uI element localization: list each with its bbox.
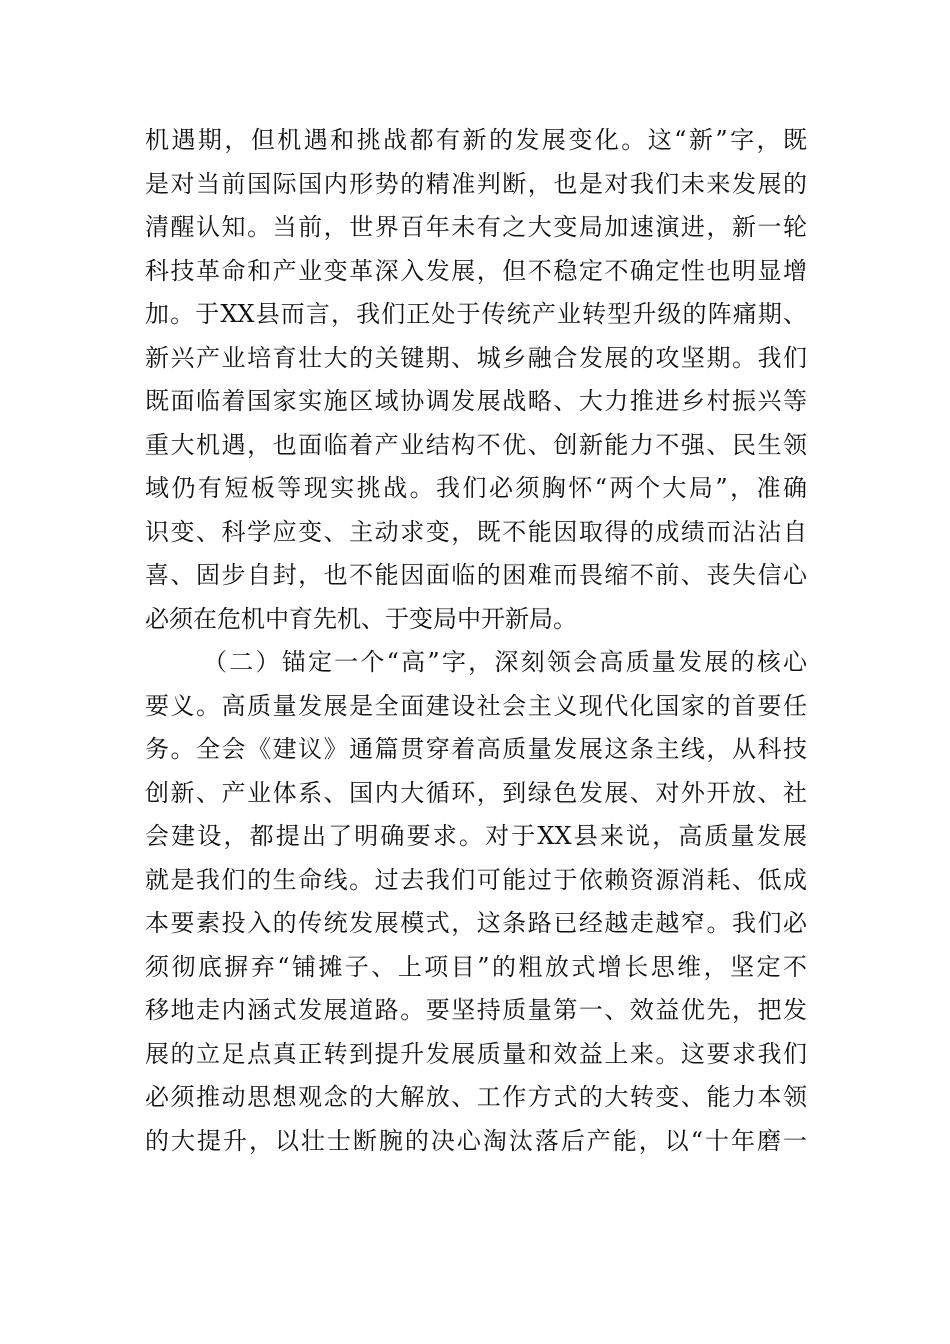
section-heading-line: （二）锚定一个“高”字，深刻领会高质量发展的核心 <box>203 648 807 676</box>
text-line: 本要素投入的传统发展模式，这条路已经越走越窄。我们必 <box>145 909 807 937</box>
text-line: 新兴产业培育壮大的关键期、城乡融合发展的攻坚期。我们 <box>145 343 807 372</box>
text-line: 重大机遇，也面临着产业结构不优、创新能力不强、民生领 <box>145 430 807 459</box>
text-line: 会建设，都提出了明确要求。对于XX县来说，高质量发展 <box>145 822 807 850</box>
text-line: 创新、产业体系、国内大循环，到绿色发展、对外开放、社 <box>145 778 807 807</box>
text-line: 加。于XX县而言，我们正处于传统产业转型升级的阵痛期、 <box>145 300 807 328</box>
document-page <box>145 119 807 1163</box>
text-line: 必须在危机中育先机、于变局中开新局。 <box>145 604 577 633</box>
text-line: 域仍有短板等现实挑战。我们必须胸怀“两个大局”，准确 <box>145 474 807 502</box>
text-line: 须彻底摒弃“铺摊子、上项目”的粗放式增长思维，坚定不 <box>145 952 807 981</box>
text-line: 务。全会《建议》通篇贯穿着高质量发展这条主线，从科技 <box>145 735 807 763</box>
text-line: 必须推动思想观念的大解放、工作方式的大转变、能力本领 <box>145 1083 807 1111</box>
text-line: 机遇期，但机遇和挑战都有新的发展变化。这“新”字，既 <box>145 126 807 154</box>
text-line: 既面临着国家实施区域协调发展战略、大力推进乡村振兴等 <box>145 387 807 415</box>
text-line: 展的立足点真正转到提升发展质量和效益上来。这要求我们 <box>145 1039 807 1068</box>
text-line: 识变、科学应变、主动求变，既不能因取得的成绩而沾沾自 <box>145 517 807 546</box>
text-line: 的大提升，以壮士断腕的决心淘汰落后产能，以“十年磨一 <box>145 1126 807 1155</box>
text-line: 科技革命和产业变革深入发展，但不稳定不确定性也明显增 <box>145 256 807 285</box>
text-line: 移地走内涵式发展道路。要坚持质量第一、效益优先，把发 <box>145 996 807 1024</box>
text-line: 清醒认知。当前，世界百年未有之大变局加速演进，新一轮 <box>145 213 807 241</box>
text-line: 要义。高质量发展是全面建设社会主义现代化国家的首要任 <box>145 691 807 720</box>
text-line: 是对当前国际国内形势的精准判断，也是对我们未来发展的 <box>145 169 807 198</box>
text-line: 喜、固步自封，也不能因面临的困难而畏缩不前、丧失信心 <box>145 561 807 589</box>
text-line: 就是我们的生命线。过去我们可能过于依赖资源消耗、低成 <box>145 865 807 894</box>
